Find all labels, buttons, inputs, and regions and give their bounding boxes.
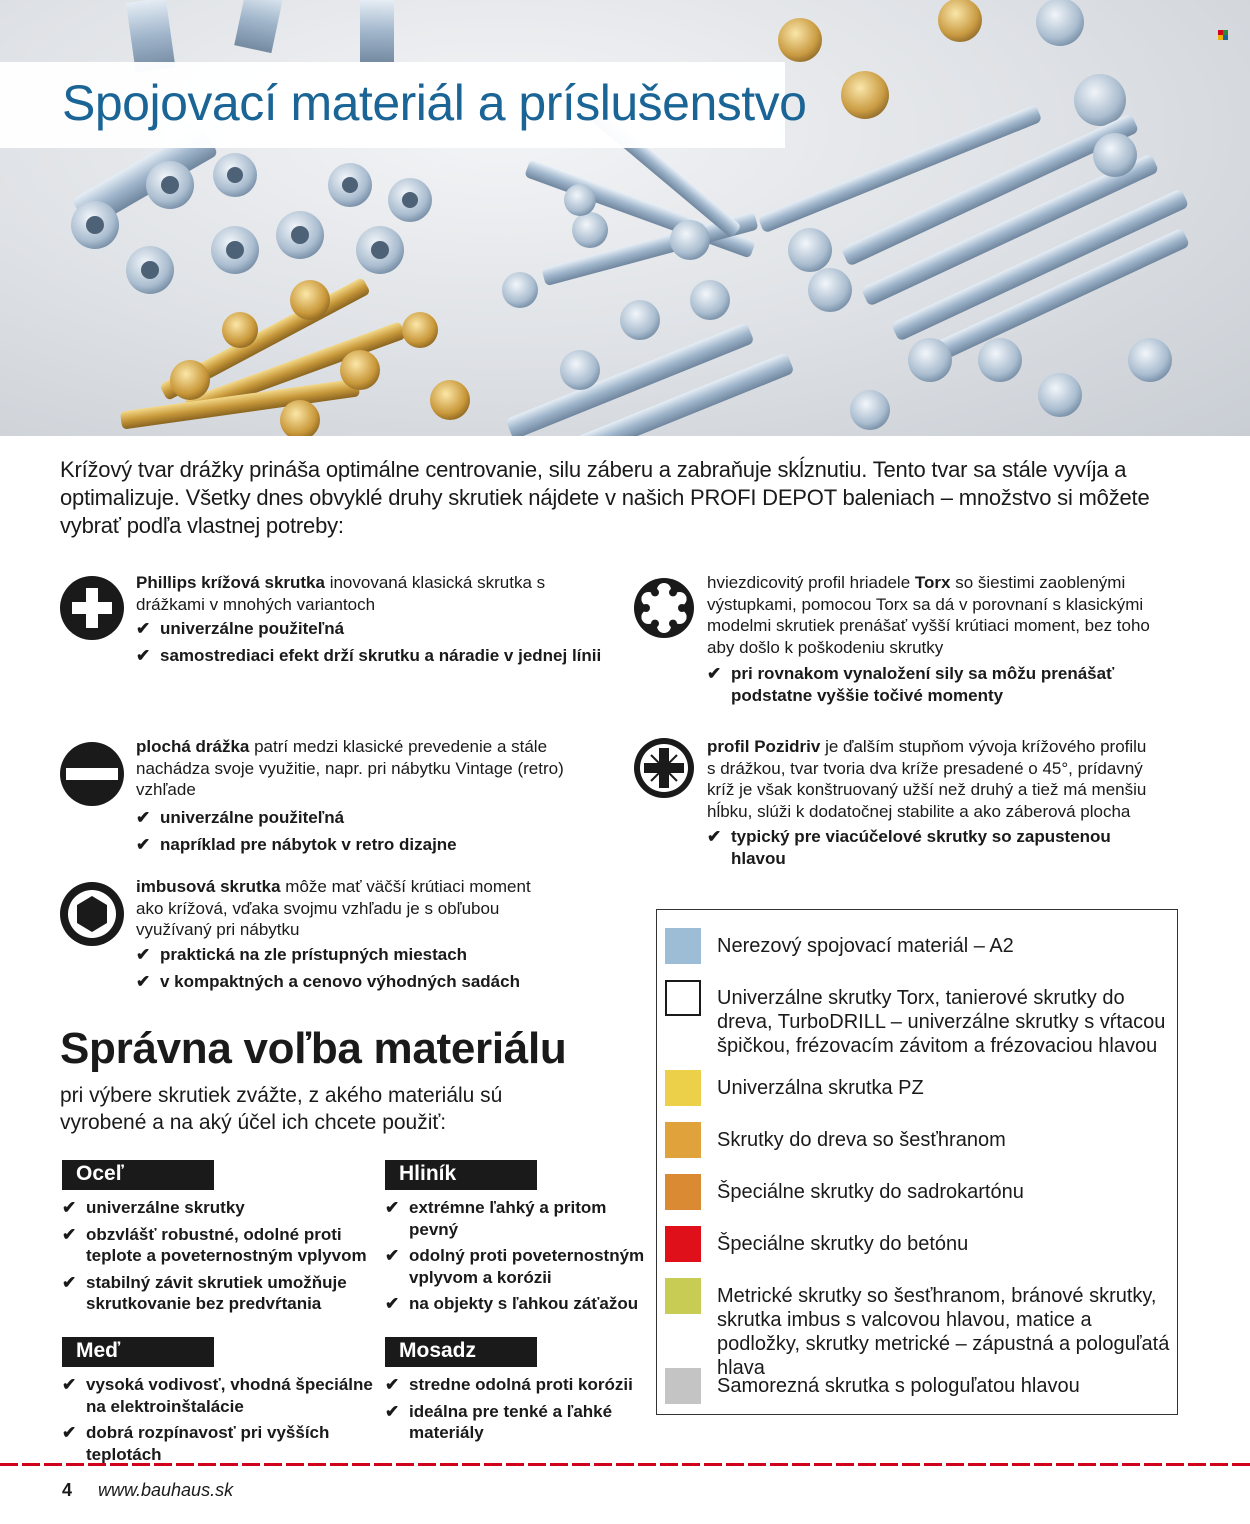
feature-name: plochá drážka xyxy=(136,737,250,756)
legend-swatch xyxy=(665,1368,701,1404)
material-heading: Správna voľba materiálu xyxy=(60,1024,567,1073)
feature-name: imbusová skrutka xyxy=(136,877,281,896)
legend-text: Skrutky do dreva so šesťhranom xyxy=(717,1129,1006,1151)
feature-check: ✔ v kompaktných a cenovo výhodných sadách xyxy=(136,971,536,993)
material-item: ✔ univerzálne skrutky xyxy=(62,1197,372,1219)
feature-check: ✔ praktická na zle prístupných miestach xyxy=(136,944,536,966)
feature-check: ✔ napríklad pre nábytok v retro dizajne xyxy=(136,834,616,856)
hero-image xyxy=(0,0,1250,436)
material-subtitle: pri výbere skrutiek zvážte, z akého materiálu sú vyrobené a na aký účel ich chcete použiť: xyxy=(60,1084,503,1134)
feature-torx xyxy=(707,572,1177,706)
material-item: ✔ stredne odolná proti korózii xyxy=(385,1374,645,1396)
feature-flat xyxy=(136,736,616,856)
footer-divider xyxy=(0,1463,1250,1466)
feature-name: Phillips krížová skrutka xyxy=(136,573,325,592)
feature-desc: môže mať väčší krútiaci moment ako krížová, vďaka svojmu vzhľadu je s obľubou využívaný pri nábytku xyxy=(136,877,531,939)
legend-swatch xyxy=(665,1122,701,1158)
intro-paragraph: Krížový tvar drážky prináša optimálne centrovanie, silu záberu a zabraňuje skĺznutiu. Tento tvar sa stále vyvíja a optimalizuje. Všetky dnes obvyklé druhy skrutiek nájdete v našich PROFI DEPOT baleniach – množstvo si môžete vybrať podľa vlastnej potreby: xyxy=(60,457,1150,538)
color-legend xyxy=(656,909,1178,1415)
material-item: ✔ dobrá rozpínavosť pri vyšších teplotách xyxy=(62,1422,382,1465)
feature-check: ✔ typický pre viacúčelové skrutky so zapustenou hlavou xyxy=(707,826,1167,869)
feature-desc: inovovaná klasická skrutka s drážkami v mnohých variantoch xyxy=(136,573,546,614)
legend-swatch xyxy=(665,1070,701,1106)
feature-prefix: hviezdicovitý profil hriadele xyxy=(707,573,915,592)
pozidriv-icon xyxy=(634,738,694,798)
legend-swatch xyxy=(665,1174,701,1210)
material-item: ✔ odolný proti poveternostným vplyvom a korózii xyxy=(385,1245,645,1288)
feature-check: ✔ univerzálne použiteľná xyxy=(136,807,616,829)
material-label-copper: Meď xyxy=(62,1337,214,1367)
legend-swatch xyxy=(665,1226,701,1262)
feature-check: ✔ samostrediaci efekt drží skrutku a náradie v jednej línii xyxy=(136,645,616,667)
legend-text: Metrické skrutky so šesťhranom, bránové skrutky, skrutka imbus s valcovou hlavou, matice a podložky, skrutky metrické – zápustná a pologuľatá hlava xyxy=(717,1285,1170,1379)
legend-swatch xyxy=(665,1278,701,1314)
feature-name: profil Pozidriv xyxy=(707,737,821,756)
material-list-brass xyxy=(385,1374,645,1444)
legend-swatch xyxy=(665,928,701,964)
page-number: 4 xyxy=(62,1480,73,1500)
material-item: ✔ extrémne ľahký a pritom pevný xyxy=(385,1197,645,1240)
feature-name: Torx xyxy=(914,573,951,592)
feature-desc: patrí medzi klasické prevedenie a stále nachádza svoje využitie, napr. pri nábytku Vintage (retro) vzhľade xyxy=(136,737,564,799)
brand-logo-mark xyxy=(1218,30,1228,40)
torx-icon xyxy=(634,578,694,638)
phillips-icon xyxy=(60,576,124,640)
legend-text: Nerezový spojovací materiál – A2 xyxy=(717,935,1014,957)
material-item: ✔ obzvlášť robustné, odolné proti teplote a poveternostným vplyvom xyxy=(62,1224,372,1267)
hex-socket-icon xyxy=(60,882,124,946)
feature-hex xyxy=(136,876,536,993)
slotted-icon xyxy=(60,742,124,806)
feature-desc: je ďalším stupňom vývoja krížového profilu s drážkou, tvar tvoria dva kríže presadené o 45°, prídavný kríž je však konštruovaný užší než druhý a tiež má menšiu hĺbku, slúži k dodatočnej stabilite a ako záberová plocha xyxy=(707,737,1147,821)
page-title: Spojovací materiál a príslušenstvo xyxy=(62,75,807,131)
feature-check: ✔ univerzálne použiteľná xyxy=(136,618,556,640)
material-item: ✔ vysoká vodivosť, vhodná špeciálne na elektroinštalácie xyxy=(62,1374,382,1417)
material-label-steel: Oceľ xyxy=(62,1160,214,1190)
title-banner xyxy=(0,62,807,148)
material-item: ✔ ideálna pre tenké a ľahké materiály xyxy=(385,1401,645,1444)
material-list-aluminium xyxy=(385,1197,645,1315)
legend-text: Univerzálna skrutka PZ xyxy=(717,1077,924,1099)
legend-swatch xyxy=(665,980,701,1016)
legend-text: Špeciálne skrutky do sadrokartónu xyxy=(717,1181,1024,1203)
material-list-copper xyxy=(62,1374,382,1465)
feature-desc: so šiestimi zaoblenými výstupkami, pomocou Torx sa dá v porovnaní s klasickými modelmi skrutiek prenášať vyšší krútiaci moment, bez toho aby došlo k poškodeniu skrutky xyxy=(707,573,1150,657)
legend-text: Samorezná skrutka s pologuľatou hlavou xyxy=(717,1375,1080,1397)
material-label-brass: Mosadz xyxy=(385,1337,537,1367)
material-list-steel xyxy=(62,1197,372,1315)
feature-check: ✔ pri rovnakom vynaložení sily sa môžu prenášať podstatne vyššie točivé momenty xyxy=(707,663,1177,706)
legend-text: Špeciálne skrutky do betónu xyxy=(717,1233,969,1255)
material-item: ✔ stabilný závit skrutiek umožňuje skrutkovanie bez predvŕtania xyxy=(62,1272,372,1315)
legend-text: Univerzálne skrutky Torx, tanierové skrutky do dreva, TurboDRILL – univerzálne skrutky s vŕtacou špičkou, frézovacím závitom a frézovaciou hlavou xyxy=(717,987,1166,1057)
material-label-aluminium: Hliník xyxy=(385,1160,537,1190)
website-link[interactable]: www.bauhaus.sk xyxy=(98,1480,234,1500)
material-item: ✔ na objekty s ľahkou záťažou xyxy=(385,1293,645,1315)
feature-pozidriv xyxy=(707,736,1147,869)
feature-phillips xyxy=(136,572,602,666)
